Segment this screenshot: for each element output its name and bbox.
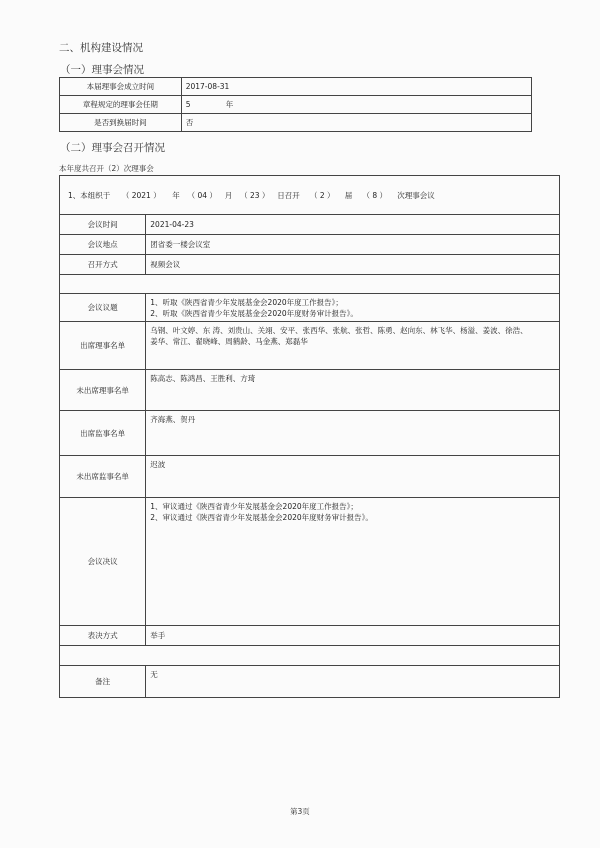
meeting-day: （ 23 ） — [240, 190, 270, 200]
table-row — [60, 498, 560, 626]
table-row — [60, 215, 560, 235]
empty-cell — [60, 646, 560, 666]
attend-directors-line: 姜华、常江、翟晓峰、周鹤龄、马金燕、郑磊华 — [150, 337, 308, 346]
meeting-mode-label: 召开方式 — [60, 255, 146, 275]
meeting-year: （ 2021 ） — [121, 190, 161, 200]
table-row — [60, 411, 560, 456]
meetings-summary: 本年度共召开（2）次理事会 — [59, 164, 154, 173]
attend-supervisors-value: 齐海燕、贺丹 — [146, 411, 560, 456]
board-renewal-value: 否 — [181, 114, 531, 132]
table-row-empty — [60, 646, 560, 666]
board-renewal-label: 是否到换届时间 — [60, 114, 182, 132]
board-founded-value: 2017-08-31 — [181, 78, 531, 96]
meeting-place-label: 会议地点 — [60, 235, 146, 255]
table-row-empty — [60, 275, 560, 294]
agenda-line: 2、听取《陕西省青少年发展基金会2020年度财务审计报告》。 — [150, 308, 358, 318]
table-row — [60, 666, 560, 698]
meeting-mode-value: 视频会议 — [146, 255, 560, 275]
table-row — [60, 456, 560, 498]
meeting-header-prefix: 1、本组织于 — [68, 190, 111, 200]
section-title: 二、机构建设情况 — [59, 42, 143, 54]
board-term-value: 5 — [185, 100, 191, 109]
table-row — [60, 294, 560, 322]
meeting-session-unit: 届 — [344, 190, 353, 200]
absent-directors-label: 未出席理事名单 — [60, 370, 146, 411]
page-number: 第3页 — [290, 807, 310, 816]
board-term-label: 章程规定的理事会任期 — [60, 96, 182, 114]
meeting-number-unit: 次理事会议 — [397, 190, 435, 200]
table-row — [60, 78, 532, 96]
resolution-label: 会议决议 — [60, 498, 146, 626]
meeting-time-label: 会议时间 — [60, 215, 146, 235]
vote-value: 举手 — [146, 626, 560, 646]
meeting-table — [59, 175, 560, 698]
subsection-title-board: （一）理事会情况 — [60, 64, 144, 76]
absent-supervisors-value: 迟波 — [146, 456, 560, 498]
resolution-line: 2、审议通过《陕西省青少年发展基金会2020年度财务审计报告》。 — [150, 513, 373, 522]
note-label: 备注 — [60, 666, 146, 698]
meeting-session: （ 2 ） — [310, 190, 335, 200]
table-row — [60, 235, 560, 255]
meeting-day-unit: 日召开 — [277, 190, 300, 200]
absent-supervisors-label: 未出席监事名单 — [60, 456, 146, 498]
table-row — [60, 255, 560, 275]
board-founded-label: 本届理事会成立时间 — [60, 78, 182, 96]
agenda-line: 1、听取《陕西省青少年发展基金会2020年度工作报告》； — [150, 297, 343, 307]
board-term-unit: 年 — [225, 100, 234, 109]
meeting-month: （ 04 ） — [187, 190, 217, 200]
meeting-month-unit: 月 — [224, 190, 233, 200]
subsection-title-meetings: （二）理事会召开情况 — [60, 142, 165, 154]
attend-directors-line: 乌钢、叶文婷、东 涛、刘贵山、关翊、安平、张西华、张航、张哲、陈勇、赵向东、林飞华、杨溢、姜波、徐浩、 — [150, 326, 528, 335]
resolution-line: 1、审议通过《陕西省青少年发展基金会2020年度工作报告》； — [150, 502, 358, 511]
table-row — [60, 114, 532, 132]
agenda-value — [146, 294, 560, 322]
table-row — [60, 370, 560, 411]
meeting-number: （ 8 ） — [362, 190, 388, 200]
attend-directors-label: 出席理事名单 — [60, 322, 146, 370]
note-value: 无 — [146, 666, 560, 698]
meeting-place-value: 团省委一楼会议室 — [146, 235, 560, 255]
board-term-cell — [181, 96, 531, 114]
attend-directors-value — [146, 322, 560, 370]
empty-cell — [60, 275, 560, 294]
table-row — [60, 626, 560, 646]
attend-supervisors-label: 出席监事名单 — [60, 411, 146, 456]
vote-label: 表决方式 — [60, 626, 146, 646]
meeting-header — [60, 176, 560, 215]
table-row — [60, 96, 532, 114]
agenda-label: 会议议题 — [60, 294, 146, 322]
meeting-time-value: 2021-04-23 — [146, 215, 560, 235]
meeting-header-row — [60, 176, 560, 215]
absent-directors-value: 陈高志、陈鸿昌、王胜利、方琦 — [146, 370, 560, 411]
meeting-year-unit: 年 — [172, 190, 180, 200]
board-info-table — [59, 77, 532, 132]
resolution-value — [146, 498, 560, 626]
table-row — [60, 322, 560, 370]
